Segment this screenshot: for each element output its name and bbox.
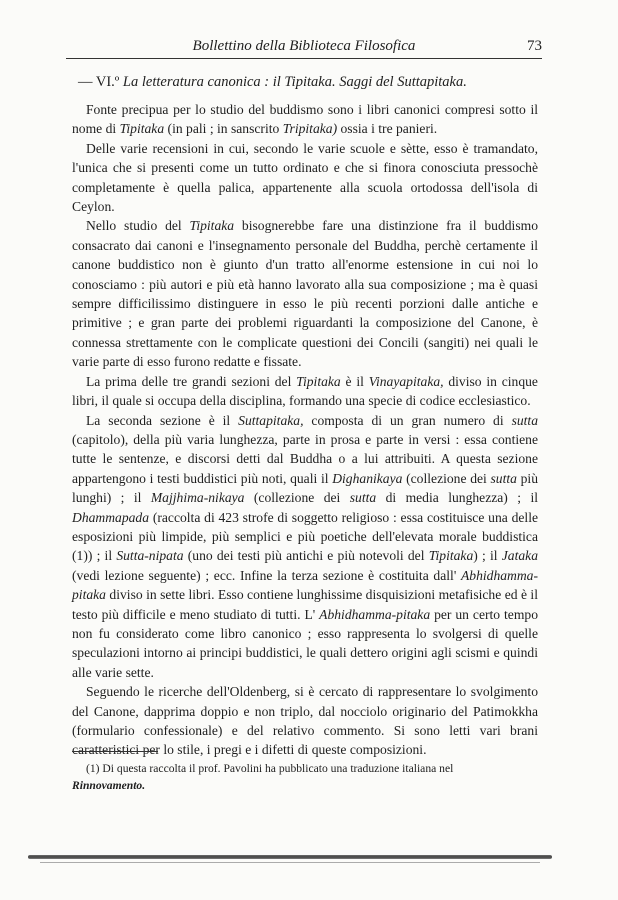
section-heading <box>78 74 558 91</box>
scan-edge-smudge <box>28 855 552 859</box>
italic-term: Majjhima-nikaya <box>150 490 245 506</box>
italic-term: Jataka <box>501 548 539 564</box>
text-run: Delle varie recensioni in cui, secondo le varie scuole e sètte, esso è tramandato, l'unica che si presenti come un tutto ordinato e che si finora conosciuta pressochè completamente è quella palica, appartenente alla scuola ortodossa dell'isola di Ceylon. <box>72 140 538 215</box>
text-run: di media lunghezza) ; il <box>376 490 539 506</box>
italic-term: Tripitaka) <box>282 121 338 137</box>
text-run: La prima delle tre grandi sezioni del <box>86 373 297 389</box>
italic-term: Dhammapada <box>72 509 150 525</box>
text-run: (capitolo), della più varia lunghezza, parte in prosa e parte in versi : essa contiene tutte le sentenze, e discorsi detti dal Buddha o a lui attribuiti. A questa sezione appartengono i testi buddistici più noti, quali il <box>72 431 538 486</box>
paragraph <box>72 372 538 411</box>
footnote <box>72 760 538 794</box>
paragraph <box>72 682 538 760</box>
italic-term: Vinayapitaka, <box>368 373 444 389</box>
text-run: ) ; il <box>473 548 502 564</box>
text-run: (raccolta di 423 strofe di soggetto religioso : essa costituisce una delle esposizioni più limpide, più semplici e più poetiche dell'elevata morale buddistica (1)) ; il <box>72 509 538 564</box>
italic-term: Dighanikaya <box>332 470 403 486</box>
footnote-rule <box>72 751 158 752</box>
italic-term: Sutta-nipata <box>116 548 184 564</box>
paragraph <box>72 100 538 139</box>
text-run: è il <box>340 373 369 389</box>
italic-term: Suttapitaka, <box>238 412 304 428</box>
text-run: (collezione dei <box>402 470 491 486</box>
scan-edge-line <box>40 862 540 863</box>
text-run: Seguendo le ricerche dell'Oldenberg, si è cercato di rappresentare lo svolgimento del Canone, dapprima doppio e non triplo, dal nocciolo originario del Patimokkha (formulario confessionale) e del relativo commento. Si sono letti vari brani caratteristici per lo stile, i pregi e i difetti di queste composizioni. <box>72 684 538 758</box>
text-run: diviso in sette libri. Esso contiene lunghissime disquisizioni metafisiche ed è il testo più difficile e meno studiato di tutti. L' <box>72 587 538 622</box>
text-run: La seconda sezione è il <box>86 412 239 428</box>
italic-term: Tipitaka <box>189 218 235 234</box>
page-number: 73 <box>527 38 542 54</box>
section-title: La letteratura canonica : il Tipitaka. Saggi del Suttapitaka. <box>122 74 467 90</box>
italic-term: Tipitaka <box>296 373 341 389</box>
italic-term: Abhidhamma-pitaka <box>72 567 538 603</box>
italic-term: sutta <box>490 470 517 486</box>
italic-term: Abhidhamma-pitaka <box>319 606 431 622</box>
running-head <box>66 40 542 59</box>
footnote-source: Rinnovamento. <box>72 779 146 792</box>
italic-term: Tipitaka <box>119 121 165 137</box>
section-prefix: — VI.º <box>78 74 120 90</box>
italic-term: sutta <box>511 412 538 428</box>
text-run: più lunghi) ; il <box>72 470 538 506</box>
text-run: (uno dei testi più antichi e più notevoli del <box>183 548 429 564</box>
text-run: bisognerebbe fare una distinzione fra il buddismo consacrato dai canoni e l'insegnamento personale del Buddha, perchè certamente il canone buddistico non è giunto d'un tratto all'enorme estensione in cui noi lo conosciamo : più autori e più età hanno lavorato alla sua composizione ; ma è quasi sempre difficilissimo distinguere in esso le più recenti porzioni dalle antiche e primitive ; e gran parte dei problemi riguardanti la composizione del Canone, è connessa strettamente con le complicate questioni dei Concili (sangiti) nei quali le varie parte di esso furono redatte e fissate. <box>72 218 538 370</box>
text-run: (vedi lezione seguente) ; ecc. Infine la terza sezione è costituita dall' <box>72 567 461 583</box>
text-run: diviso in cinque libri, il quale si occupa della disciplina, formando una specie di codice ecclesiastico. <box>72 373 538 409</box>
text-run: (in pali ; in sanscrito <box>164 121 283 137</box>
italic-term: Tipitaka <box>428 548 474 564</box>
text-run: composta di un gran numero di <box>303 412 512 428</box>
text-run: ossia i tre panieri. <box>337 121 438 137</box>
footnote-text: (1) Di questa raccolta il prof. Pavolini ha pubblicato una traduzione italiana nel <box>86 762 454 775</box>
text-run: (collezione dei <box>244 490 350 506</box>
body-text <box>72 100 538 760</box>
paragraph <box>72 216 538 371</box>
text-run: per un certo tempo non fu considerato come libro canonico ; esso rappresenta lo svolgersi di quelle speculazioni intorno ai principi buddistici, le quali dettero origini agli scismi e quindi alle varie sette. <box>72 606 538 680</box>
text-run: Nello studio del <box>86 218 190 234</box>
running-title: Bollettino della Biblioteca Filosofica <box>192 38 416 54</box>
paragraph <box>72 139 538 217</box>
italic-term: sutta <box>349 490 377 506</box>
text-run: Fonte precipua per lo studio del buddismo sono i libri canonici compresi sotto il nome di <box>72 102 538 137</box>
paragraph <box>72 411 538 683</box>
